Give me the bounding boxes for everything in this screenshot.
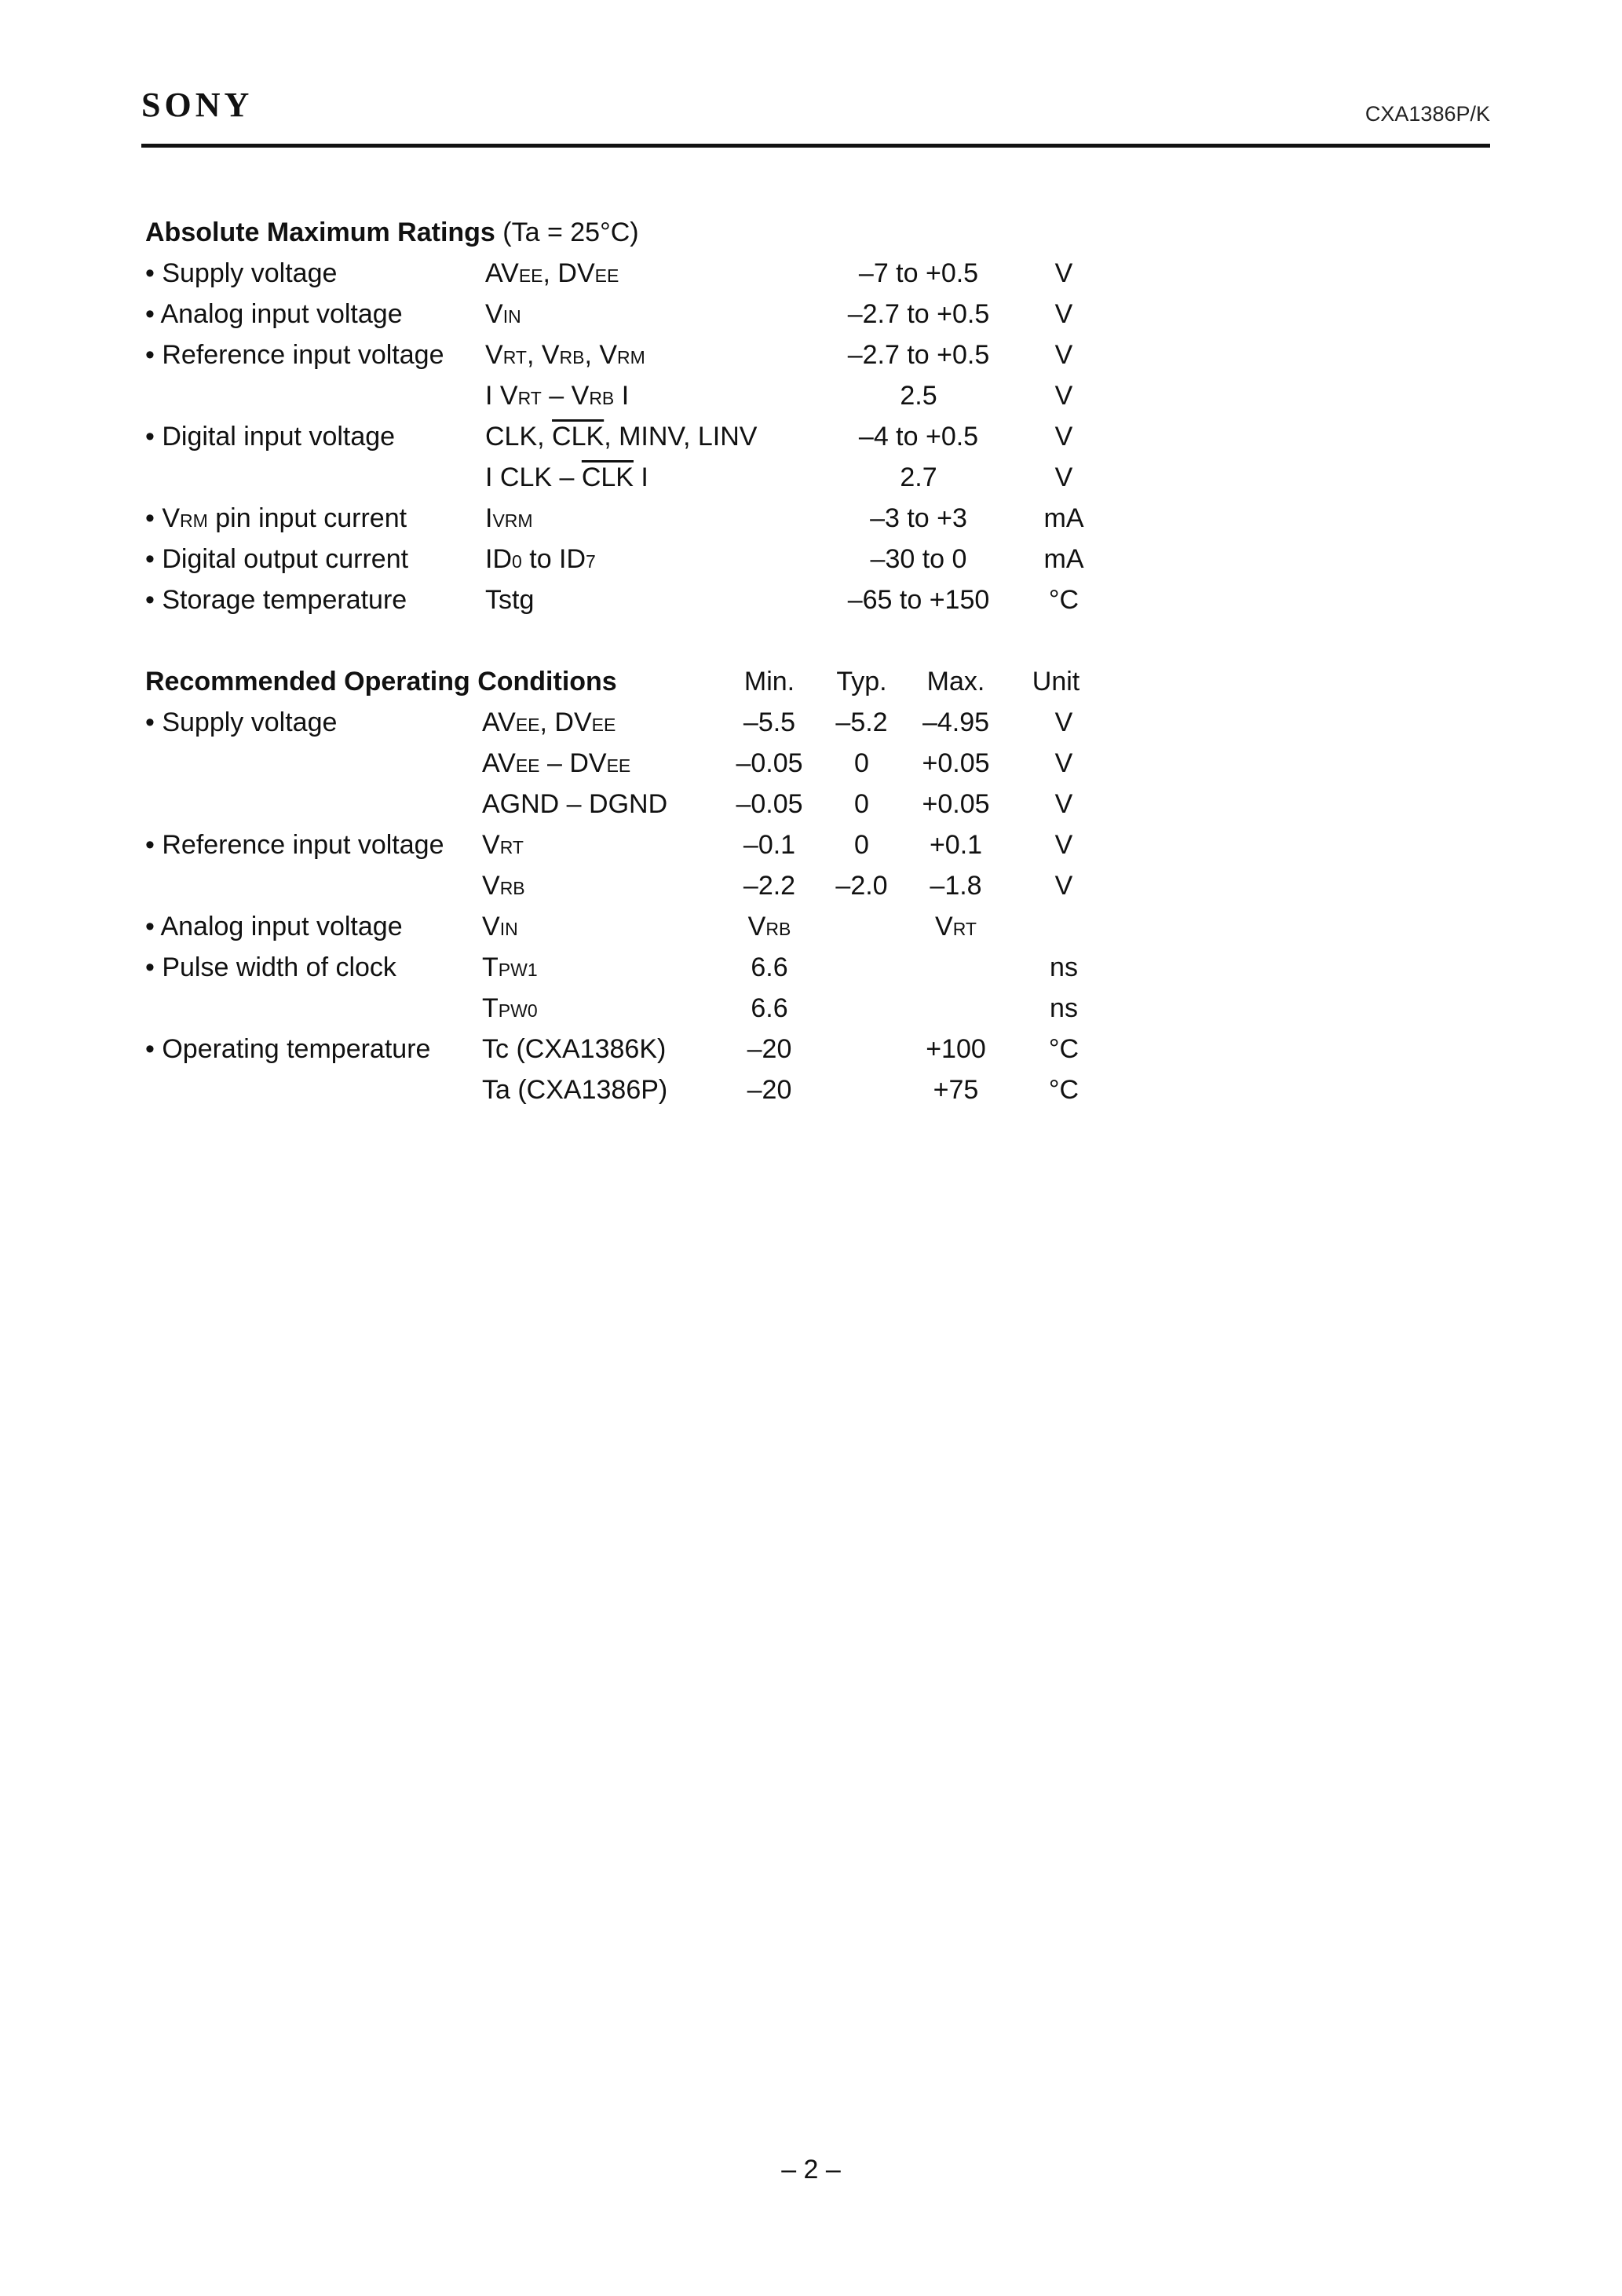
rec-op-max: +75 <box>933 1075 979 1105</box>
rec-op-symbol: AGND – DGND <box>482 789 668 819</box>
rec-op-max: –1.8 <box>930 871 982 901</box>
rec-op-unit: V <box>1054 871 1073 901</box>
abs-max-value: –7 to +0.5 <box>858 258 979 288</box>
abs-max-symbol: CLK, $\overline{CLK}$, MINV, LINV <box>485 422 758 452</box>
rec-op-header-unit: Unit <box>1032 667 1080 696</box>
rec-op-symbol: AVEE – DVEE <box>482 748 631 778</box>
rec-op-symbol: TPW1 <box>482 952 538 982</box>
abs-max-value: 2.5 <box>900 381 937 411</box>
abs-max-item: • Analog input voltage <box>145 299 403 329</box>
abs-max-unit: mA <box>1043 503 1084 533</box>
rec-op-min: –0.05 <box>736 789 803 819</box>
rec-op-min: 6.6 <box>751 952 788 982</box>
rec-op-item: • Pulse width of clock <box>145 952 396 982</box>
rec-op-header-min: Min. <box>743 667 795 696</box>
abs-max-unit: V <box>1054 381 1073 411</box>
rec-op-typ: –2.0 <box>835 871 888 901</box>
rec-op-typ: 0 <box>854 789 869 819</box>
rec-op-symbol: AVEE, DVEE <box>482 707 616 737</box>
rec-op-header-typ: Typ. <box>836 667 887 696</box>
abs-max-symbol: Tstg <box>485 585 535 615</box>
rec-op-unit: V <box>1054 707 1073 737</box>
rec-op-symbol: VRB <box>482 871 525 901</box>
rec-op-typ: 0 <box>854 830 869 860</box>
brand-logo: SONY <box>141 86 254 124</box>
rec-op-max: –4.95 <box>922 707 990 737</box>
rec-op-symbol: Ta (CXA1386P) <box>482 1075 668 1105</box>
part-number: CXA1386P/K <box>1364 102 1490 126</box>
rec-op-max: +0.05 <box>922 789 990 819</box>
abs-max-unit: V <box>1054 299 1073 329</box>
rec-op-typ: –5.2 <box>835 707 888 737</box>
abs-max-item: • Digital output current <box>145 544 409 574</box>
rec-op-header-max: Max. <box>926 667 985 696</box>
rec-op-min: –2.2 <box>743 871 796 901</box>
rec-op-max: VRT <box>935 912 977 941</box>
abs-max-symbol: I CLK – $\overline{CLK}$ I <box>485 462 648 492</box>
page-number: – 2 – <box>781 2155 841 2184</box>
rec-op-item: • Analog input voltage <box>145 912 403 941</box>
rec-op-max: +0.1 <box>929 830 983 860</box>
abs-max-symbol: VRT, VRB, VRM <box>485 340 645 370</box>
rec-op-max: +100 <box>926 1034 986 1064</box>
abs-max-heading <box>145 212 639 253</box>
abs-max-unit: mA <box>1043 544 1084 574</box>
abs-max-item: • VRM pin input current <box>145 503 407 533</box>
abs-max-symbol: I VRT – VRB I <box>485 381 630 411</box>
rec-op-unit: V <box>1054 789 1073 819</box>
abs-max-value: –3 to +3 <box>870 503 967 533</box>
abs-max-value: –2.7 to +0.5 <box>847 340 990 370</box>
abs-max-unit: °C <box>1048 585 1080 615</box>
header-rule <box>141 144 1490 148</box>
rec-op-item: • Supply voltage <box>145 707 338 737</box>
abs-max-item: • Storage temperature <box>145 585 407 615</box>
abs-max-symbol: ID0 to ID7 <box>485 544 596 574</box>
rec-op-unit: °C <box>1048 1075 1080 1105</box>
abs-max-title: Absolute Maximum Ratings <box>145 218 495 247</box>
abs-max-value: –2.7 to +0.5 <box>847 299 990 329</box>
abs-max-item: • Digital input voltage <box>145 422 396 452</box>
abs-max-symbol: VIN <box>485 299 521 329</box>
abs-max-value: –30 to 0 <box>870 544 967 574</box>
rec-op-min: VRB <box>747 912 791 941</box>
rec-op-item: • Operating temperature <box>145 1034 431 1064</box>
rec-op-symbol: TPW0 <box>482 993 538 1023</box>
abs-max-value: –65 to +150 <box>847 585 990 615</box>
rec-op-unit: V <box>1054 748 1073 778</box>
abs-max-condition: (Ta = 25°C) <box>502 218 639 247</box>
rec-op-symbol: VIN <box>482 912 518 941</box>
abs-max-value: 2.7 <box>900 462 937 492</box>
abs-max-value: –4 to +0.5 <box>858 422 979 452</box>
abs-max-unit: V <box>1054 258 1073 288</box>
rec-op-max: +0.05 <box>922 748 990 778</box>
abs-max-unit: V <box>1054 462 1073 492</box>
abs-max-item: • Supply voltage <box>145 258 338 288</box>
rec-op-unit: ns <box>1050 993 1078 1023</box>
rec-op-min: –20 <box>747 1034 792 1064</box>
rec-op-min: –0.05 <box>736 748 803 778</box>
rec-op-unit: V <box>1054 830 1073 860</box>
rec-op-min: –20 <box>747 1075 792 1105</box>
rec-op-min: –5.5 <box>743 707 796 737</box>
abs-max-unit: V <box>1054 340 1073 370</box>
rec-op-symbol: VRT <box>482 830 524 860</box>
abs-max-symbol: IVRM <box>485 503 533 533</box>
rec-op-unit: ns <box>1050 952 1078 982</box>
abs-max-symbol: AVEE, DVEE <box>485 258 619 288</box>
abs-max-unit: V <box>1054 422 1073 452</box>
rec-op-min: –0.1 <box>743 830 796 860</box>
rec-op-item: • Reference input voltage <box>145 830 444 860</box>
rec-op-title: Recommended Operating Conditions <box>145 667 617 696</box>
abs-max-item: • Reference input voltage <box>145 340 444 370</box>
rec-op-unit: °C <box>1048 1034 1080 1064</box>
rec-op-symbol: Tc (CXA1386K) <box>482 1034 667 1064</box>
rec-op-typ: 0 <box>854 748 869 778</box>
rec-op-min: 6.6 <box>751 993 788 1023</box>
